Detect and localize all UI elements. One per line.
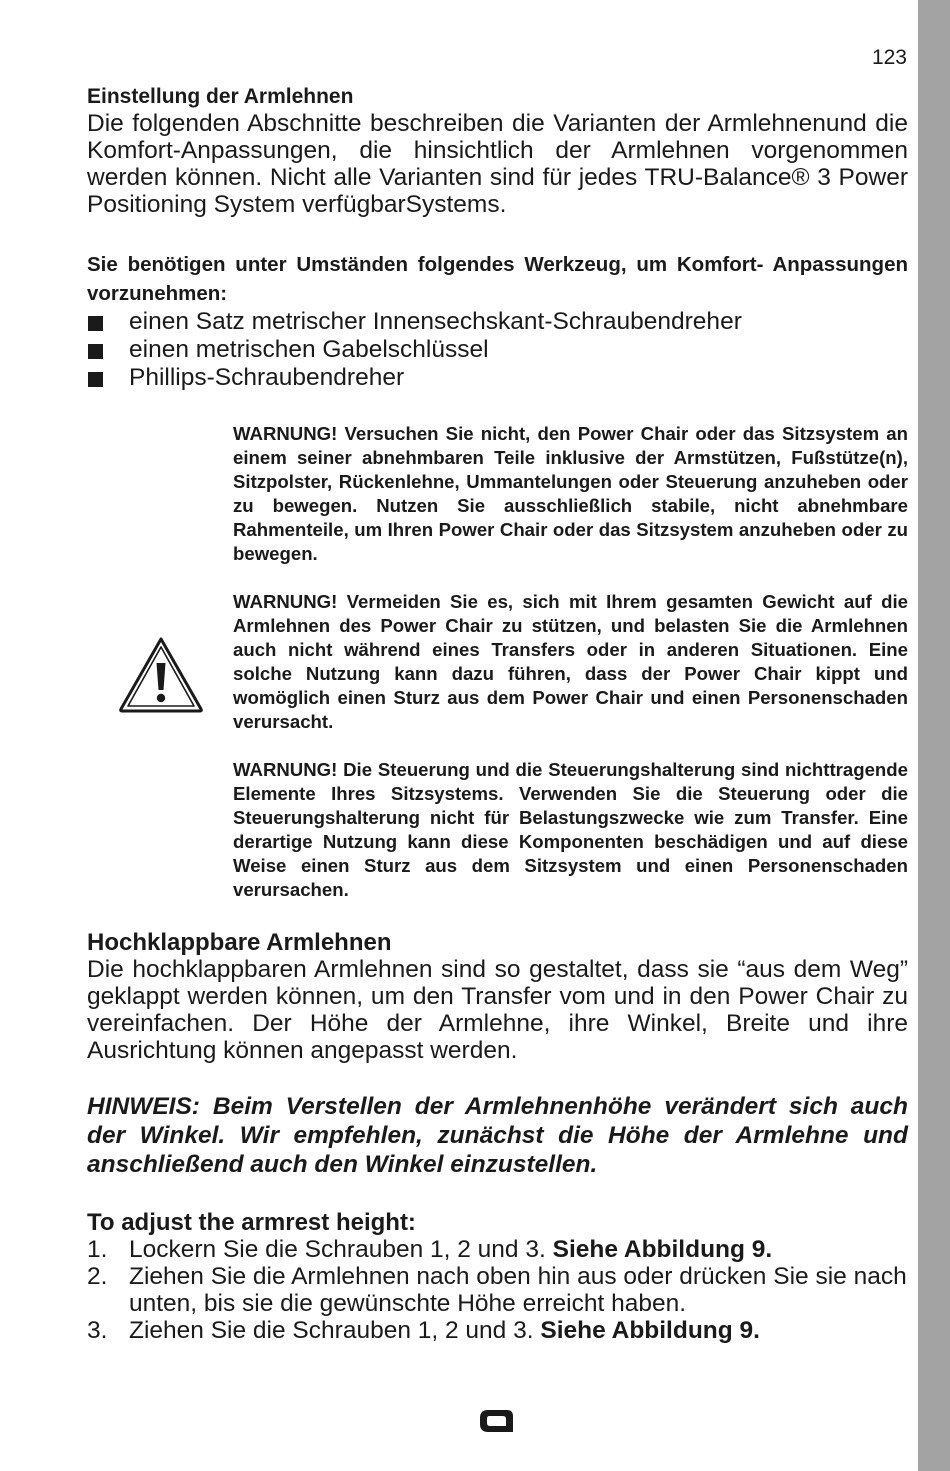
tools-list <box>87 308 908 392</box>
bullet-square-icon <box>88 344 103 359</box>
section-heading-armrest-adjustment: Einstellung der Armlehnen <box>87 85 354 108</box>
list-item: 1. Lockern Sie die Schrauben 1, 2 und 3. Siehe Abbildung 9. <box>87 1236 773 1263</box>
list-item: 3. Ziehen Sie die Schrauben 1, 2 und 3. Siehe Abbildung 9. <box>87 1317 760 1344</box>
page-number: 123 <box>871 46 907 69</box>
section-body: Die hochklappbaren Armlehnen sind so gestaltet, dass sie “aus dem Weg” geklappt werden können, um den Transfer vom und in den Power Chair zu vereinfachen. Der Höhe der Armlehne, ihre Winkel, Breite und ihre Ausrichtung können angepasst werden. <box>87 956 908 1064</box>
warning-armrest-weight: WARNUNG! Vermeiden Sie es, sich mit Ihrem gesamten Gewicht auf die Armlehnen des Power Chair zu stützen, und belasten Sie die Armlehnen auch nicht während eines Transfers oder in anderen Situationen. Eine solche Nutzung kann dazu führen, dass der Power Chair kippt und womöglich einen Sturz aus dem Power Chair und einen Personenschaden verursacht. <box>233 591 908 732</box>
notice-text: HINWEIS: Beim Verstellen der Armlehnenhöhe verändert sich auch der Winkel. Wir empfehlen, zunächst die Höhe der Armlehne und anschließend auch den Winkel einzustellen. <box>87 1093 908 1178</box>
list-item: 2. Ziehen Sie die Armlehnen nach oben hin aus oder drücken Sie sie nach unten, bis sie die gewünschte Höhe erreicht haben. <box>87 1263 907 1317</box>
list-item: einen Satz metrischer Innensechskant-Schraubendreher <box>87 308 908 336</box>
section-intro: Die folgenden Abschnitte beschreiben die Varianten der Armlehnenund die Komfort-Anpassungen, die hinsichtlich der Armlehnen vorgenommen werden können. Nicht alle Varianten sind für jedes TRU-Balance® 3 Power Positioning System verfügbarSystems. <box>87 110 908 218</box>
warning-lifting: WARNUNG! Versuchen Sie nicht, den Power Chair oder das Sitzsystem an einem seiner abnehmbaren Teile inklusive der Armstützen, Fußstütze(n), Sitzpolster, Rückenlehne, Ummantelungen oder Steuerung anzuheben oder zu bewegen. Nutzen Sie ausschließlich stabile, nicht abnehmbare Rahmenteile, um Ihren Power Chair oder das Sitzsystem anzuheben oder zu bewegen. <box>233 423 908 564</box>
bullet-square-icon <box>88 316 103 331</box>
section-heading-adjust-height: To adjust the armrest height: <box>87 1209 416 1236</box>
quantum-q-logo-icon <box>477 1408 515 1434</box>
list-item: Phillips-Schraubendreher <box>87 364 908 392</box>
figure-reference: Siehe Abbildung 9. <box>540 1317 760 1344</box>
steps-list <box>87 1236 908 1344</box>
page-content <box>87 84 908 1344</box>
figure-reference: Siehe Abbildung 9. <box>552 1236 773 1263</box>
tools-intro: Sie benötigen unter Umständen folgendes Werkzeug, um Komfort- Anpassungen vorzunehmen: <box>87 253 908 305</box>
section-heading-flip-up-armrests: Hochklappbare Armlehnen <box>87 929 392 956</box>
warning-triangle-icon <box>118 636 204 714</box>
list-item: einen metrischen Gabelschlüssel <box>87 336 908 364</box>
bullet-square-icon <box>88 372 103 387</box>
page-edge-tab <box>918 0 950 1471</box>
warnings-block <box>233 422 908 902</box>
warning-controller: WARNUNG! Die Steuerung und die Steuerungshalterung sind nichttragende Elemente Ihres Sitzsystems. Verwenden Sie die Steuerung oder die Steuerungshalterung nicht für Belastungszwecke wie zum Transfer. Eine derartige Nutzung kann diese Komponenten beschädigen und auf diese Weise einen Sturz aus dem Sitzsystem und einen Personenschaden verursachen. <box>233 759 908 900</box>
